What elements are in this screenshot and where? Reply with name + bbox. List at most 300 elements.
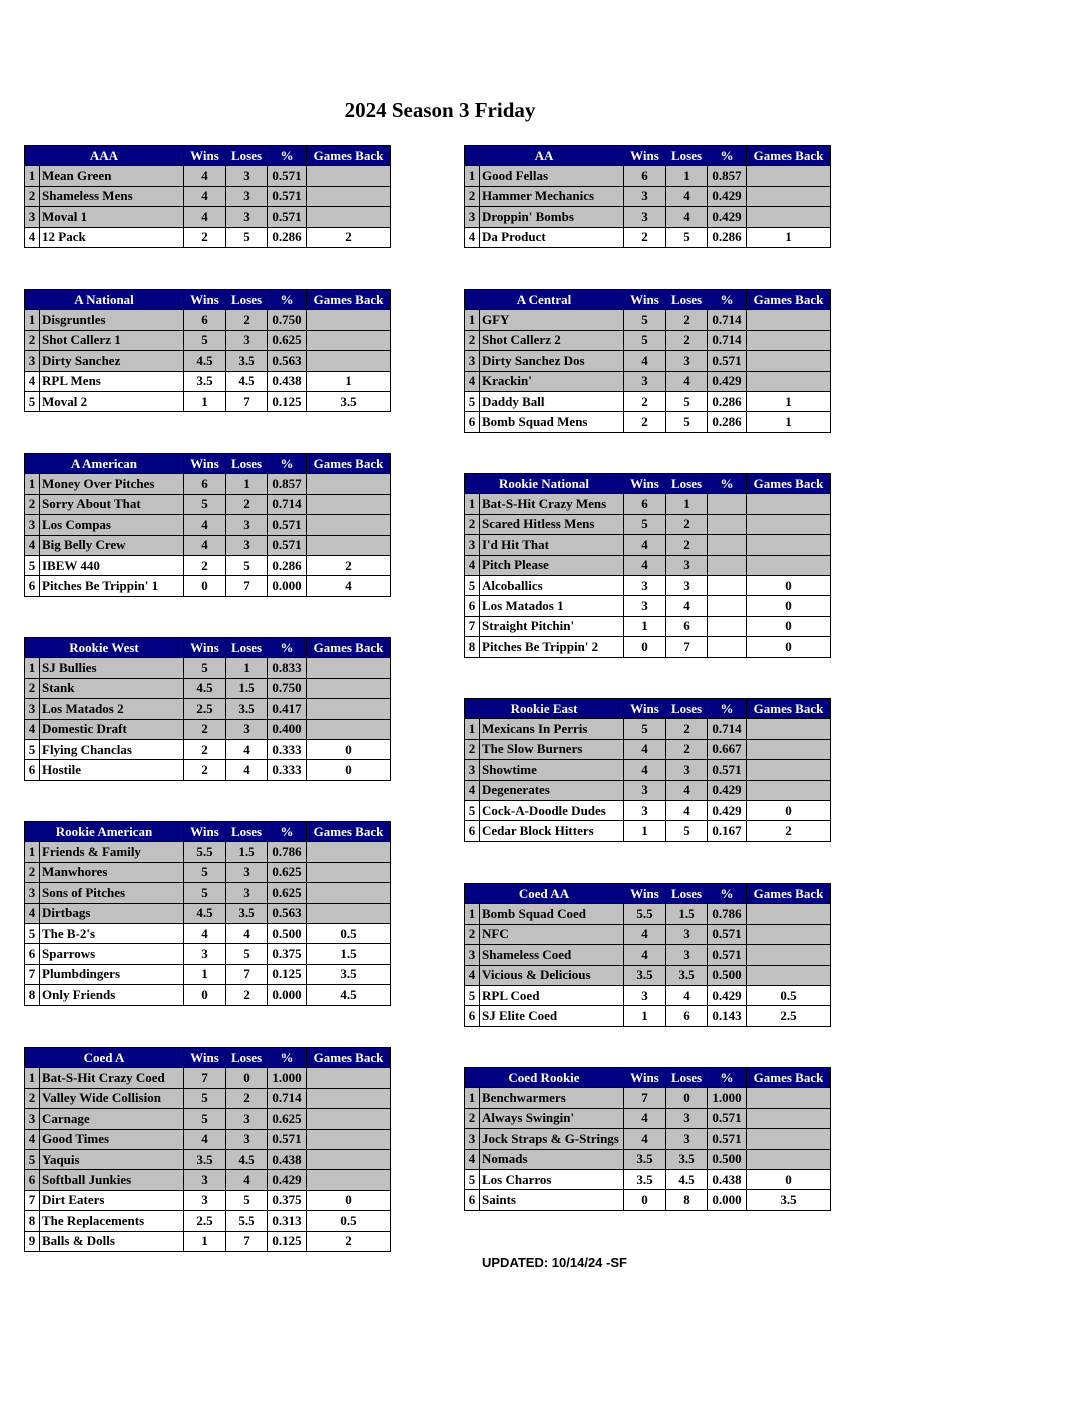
pct-cell: 0.625 <box>268 330 307 350</box>
table-row <box>25 391 391 411</box>
wins-cell: 3.5 <box>624 965 666 985</box>
pct-header: % <box>268 1048 307 1068</box>
standings-table <box>24 145 391 248</box>
rank-cell: 6 <box>25 576 40 596</box>
team-name: SJ Elite Coed <box>480 1006 624 1026</box>
loses-cell: 2 <box>666 330 708 350</box>
rank-cell: 2 <box>465 186 480 206</box>
standings-table <box>24 821 391 1006</box>
pct-cell: 0.857 <box>268 474 307 494</box>
rank-cell: 2 <box>25 678 40 698</box>
wins-cell: 5 <box>184 883 226 903</box>
rank-cell: 1 <box>465 904 480 924</box>
team-name: Domestic Draft <box>40 719 184 739</box>
team-name: Alcoballics <box>480 575 624 595</box>
games-back-cell <box>307 842 391 862</box>
games-back-cell: 0.5 <box>747 985 831 1005</box>
loses-header: Loses <box>226 822 268 842</box>
games-back-header: Games Back <box>747 1068 831 1088</box>
loses-cell: 1.5 <box>226 842 268 862</box>
wins-cell: 4 <box>184 923 226 943</box>
division-name: A American <box>25 454 184 474</box>
loses-cell: 4 <box>226 923 268 943</box>
wins-cell: 5.5 <box>624 904 666 924</box>
rank-cell: 1 <box>25 1068 40 1088</box>
table-row <box>25 1149 391 1169</box>
wins-cell: 2 <box>624 227 666 247</box>
wins-cell: 2 <box>184 719 226 739</box>
games-back-cell <box>747 166 831 186</box>
team-name: Dirt Eaters <box>40 1190 184 1210</box>
wins-cell: 3.5 <box>184 371 226 391</box>
team-name: The Slow Burners <box>480 739 624 759</box>
loses-header: Loses <box>666 474 708 494</box>
games-back-cell <box>747 945 831 965</box>
division-name: Coed A <box>25 1048 184 1068</box>
wins-cell: 7 <box>624 1088 666 1108</box>
wins-cell: 4 <box>184 207 226 227</box>
loses-cell: 7 <box>226 1231 268 1251</box>
games-back-cell: 0 <box>747 1169 831 1189</box>
rank-cell: 2 <box>465 514 480 534</box>
games-back-cell <box>307 678 391 698</box>
team-name: Moval 2 <box>40 391 184 411</box>
pct-header: % <box>708 146 747 166</box>
pct-cell: 0.125 <box>268 964 307 984</box>
rank-cell: 3 <box>465 760 480 780</box>
pct-cell: 0.714 <box>708 719 747 739</box>
table-header-row <box>465 699 831 719</box>
games-back-cell <box>747 186 831 206</box>
table-row <box>465 985 831 1005</box>
rank-cell: 1 <box>465 719 480 739</box>
games-back-cell <box>747 1129 831 1149</box>
table-row <box>465 596 831 616</box>
games-back-header: Games Back <box>747 884 831 904</box>
table-row <box>25 166 391 186</box>
rank-cell: 3 <box>25 515 40 535</box>
loses-cell: 1.5 <box>226 678 268 698</box>
games-back-cell: 3.5 <box>307 964 391 984</box>
table-row <box>465 821 831 841</box>
division-name: A Central <box>465 290 624 310</box>
table-header-row <box>25 146 391 166</box>
loses-cell: 4 <box>226 1170 268 1190</box>
rank-cell: 3 <box>465 945 480 965</box>
pct-cell: 0.786 <box>268 842 307 862</box>
wins-cell: 3 <box>624 596 666 616</box>
team-name: Good Times <box>40 1129 184 1149</box>
pct-cell: 0.714 <box>268 494 307 514</box>
pct-cell: 0.500 <box>708 1149 747 1169</box>
games-back-cell <box>747 494 831 514</box>
division-name: AA <box>465 146 624 166</box>
games-back-cell: 0 <box>307 760 391 780</box>
table-row <box>465 637 831 657</box>
games-back-cell <box>747 904 831 924</box>
wins-cell: 0 <box>184 576 226 596</box>
games-back-cell: 0 <box>307 1190 391 1210</box>
team-name: Cock-A-Doodle Dudes <box>480 800 624 820</box>
table-row <box>465 514 831 534</box>
standings-table <box>464 883 831 1027</box>
wins-cell: 3 <box>624 985 666 1005</box>
table-row <box>465 1006 831 1026</box>
team-name: Mexicans In Perris <box>480 719 624 739</box>
table-row <box>25 923 391 943</box>
team-name: Stank <box>40 678 184 698</box>
team-name: The B-2's <box>40 923 184 943</box>
rank-cell: 2 <box>25 862 40 882</box>
games-back-cell <box>307 474 391 494</box>
standings-table <box>464 698 831 842</box>
games-back-cell <box>747 1149 831 1169</box>
team-name: Good Fellas <box>480 166 624 186</box>
games-back-cell <box>747 514 831 534</box>
loses-cell: 2 <box>666 310 708 330</box>
wins-cell: 4.5 <box>184 903 226 923</box>
games-back-cell <box>307 1068 391 1088</box>
rank-cell: 4 <box>465 227 480 247</box>
wins-cell: 3 <box>624 780 666 800</box>
pct-header: % <box>708 699 747 719</box>
loses-header: Loses <box>226 290 268 310</box>
wins-cell: 4 <box>624 945 666 965</box>
table-row <box>25 699 391 719</box>
team-name: NFC <box>480 924 624 944</box>
table-row <box>25 903 391 923</box>
rank-cell: 5 <box>465 985 480 1005</box>
wins-cell: 3.5 <box>184 1149 226 1169</box>
games-back-cell: 0 <box>747 800 831 820</box>
rank-cell: 3 <box>25 207 40 227</box>
loses-cell: 3 <box>226 330 268 350</box>
pct-cell: 0.571 <box>268 207 307 227</box>
table-row <box>25 719 391 739</box>
loses-header: Loses <box>226 1048 268 1068</box>
games-back-cell: 1 <box>747 412 831 432</box>
pct-cell: 0.000 <box>268 576 307 596</box>
loses-cell: 4.5 <box>226 371 268 391</box>
team-name: Moval 1 <box>40 207 184 227</box>
team-name: Cedar Block Hitters <box>480 821 624 841</box>
wins-cell: 3.5 <box>624 1169 666 1189</box>
wins-cell: 4 <box>184 166 226 186</box>
wins-cell: 5 <box>184 494 226 514</box>
rank-cell: 4 <box>25 535 40 555</box>
rank-cell: 1 <box>25 842 40 862</box>
team-name: Pitches Be Trippin' 1 <box>40 576 184 596</box>
table-row <box>25 1129 391 1149</box>
loses-cell: 3 <box>226 862 268 882</box>
loses-cell: 3 <box>666 575 708 595</box>
wins-cell: 4.5 <box>184 351 226 371</box>
games-back-cell: 2 <box>307 555 391 575</box>
table-row <box>465 616 831 636</box>
pct-header: % <box>708 884 747 904</box>
team-name: Only Friends <box>40 985 184 1005</box>
table-row <box>25 883 391 903</box>
table-row <box>25 1170 391 1190</box>
pct-header: % <box>708 474 747 494</box>
table-header-row <box>465 884 831 904</box>
loses-header: Loses <box>666 884 708 904</box>
rank-cell: 4 <box>25 371 40 391</box>
team-name: Bat-S-Hit Crazy Mens <box>480 494 624 514</box>
table-row <box>25 494 391 514</box>
wins-cell: 2 <box>624 391 666 411</box>
loses-cell: 4 <box>666 800 708 820</box>
loses-cell: 4 <box>666 985 708 1005</box>
games-back-cell: 1 <box>747 227 831 247</box>
team-name: Droppin' Bombs <box>480 207 624 227</box>
pct-cell: 0.857 <box>708 166 747 186</box>
loses-cell: 4 <box>226 760 268 780</box>
loses-cell: 6 <box>666 616 708 636</box>
wins-cell: 2.5 <box>184 1211 226 1231</box>
page-title: 2024 Season 3 Friday <box>344 98 536 122</box>
team-name: Los Matados 2 <box>40 699 184 719</box>
wins-cell: 5 <box>624 719 666 739</box>
wins-header: Wins <box>624 146 666 166</box>
games-back-cell <box>747 330 831 350</box>
pct-cell <box>708 575 747 595</box>
wins-cell: 2 <box>184 227 226 247</box>
team-name: Flying Chanclas <box>40 739 184 759</box>
loses-cell: 0 <box>666 1088 708 1108</box>
table-row <box>465 371 831 391</box>
pct-cell: 0.750 <box>268 678 307 698</box>
games-back-cell <box>747 207 831 227</box>
team-name: Benchwarmers <box>480 1088 624 1108</box>
wins-cell: 3 <box>624 207 666 227</box>
rank-cell: 3 <box>465 1129 480 1149</box>
games-back-cell <box>747 310 831 330</box>
games-back-cell <box>747 1108 831 1128</box>
team-name: Dirtbags <box>40 903 184 923</box>
loses-header: Loses <box>226 146 268 166</box>
table-row <box>465 494 831 514</box>
pct-cell: 0.571 <box>708 924 747 944</box>
pct-header: % <box>268 638 307 658</box>
table-row <box>465 207 831 227</box>
table-row <box>25 207 391 227</box>
rank-cell: 6 <box>25 944 40 964</box>
pct-cell <box>708 555 747 575</box>
pct-header: % <box>708 1068 747 1088</box>
wins-header: Wins <box>184 638 226 658</box>
wins-header: Wins <box>184 290 226 310</box>
games-back-header: Games Back <box>307 454 391 474</box>
pct-cell: 0.714 <box>708 330 747 350</box>
team-name: Showtime <box>480 760 624 780</box>
wins-cell: 2.5 <box>184 699 226 719</box>
table-row <box>465 1190 831 1210</box>
team-name: Saints <box>480 1190 624 1210</box>
pct-cell: 1.000 <box>268 1068 307 1088</box>
rank-cell: 4 <box>25 227 40 247</box>
table-row <box>465 166 831 186</box>
rank-cell: 5 <box>25 1149 40 1169</box>
table-row <box>25 474 391 494</box>
pct-cell: 0.571 <box>708 351 747 371</box>
table-header-row <box>465 1068 831 1088</box>
rank-cell: 1 <box>25 474 40 494</box>
loses-cell: 2 <box>666 739 708 759</box>
games-back-header: Games Back <box>307 1048 391 1068</box>
loses-cell: 2 <box>226 1088 268 1108</box>
pct-cell: 0.333 <box>268 760 307 780</box>
loses-cell: 2 <box>666 535 708 555</box>
loses-cell: 7 <box>226 391 268 411</box>
rank-cell: 5 <box>465 391 480 411</box>
loses-cell: 6 <box>666 1006 708 1026</box>
pct-cell: 0.286 <box>708 391 747 411</box>
table-row <box>25 1088 391 1108</box>
loses-cell: 2 <box>226 310 268 330</box>
table-row <box>465 800 831 820</box>
pct-cell: 0.563 <box>268 351 307 371</box>
games-back-cell: 2.5 <box>747 1006 831 1026</box>
standings-table <box>24 289 391 412</box>
wins-cell: 5.5 <box>184 842 226 862</box>
rank-cell: 5 <box>465 1169 480 1189</box>
games-back-cell <box>307 903 391 923</box>
rank-cell: 5 <box>25 555 40 575</box>
pct-cell: 0.125 <box>268 391 307 411</box>
pct-cell: 0.286 <box>268 555 307 575</box>
pct-cell: 1.000 <box>708 1088 747 1108</box>
games-back-cell <box>747 371 831 391</box>
wins-cell: 1 <box>184 391 226 411</box>
games-back-cell <box>307 310 391 330</box>
rank-cell: 3 <box>25 1109 40 1129</box>
pct-cell: 0.500 <box>708 965 747 985</box>
rank-cell: 2 <box>25 494 40 514</box>
team-name: Shot Callerz 1 <box>40 330 184 350</box>
wins-cell: 4 <box>184 186 226 206</box>
table-row <box>465 412 831 432</box>
table-header-row <box>25 454 391 474</box>
table-row <box>465 719 831 739</box>
games-back-cell <box>307 1088 391 1108</box>
games-back-cell <box>307 351 391 371</box>
rank-cell: 2 <box>25 1088 40 1108</box>
rank-cell: 8 <box>465 637 480 657</box>
rank-cell: 7 <box>465 616 480 636</box>
games-back-cell <box>307 658 391 678</box>
table-row <box>465 1088 831 1108</box>
rank-cell: 6 <box>465 1006 480 1026</box>
games-back-cell <box>747 1088 831 1108</box>
rank-cell: 3 <box>25 883 40 903</box>
wins-cell: 6 <box>184 474 226 494</box>
loses-cell: 3 <box>666 351 708 371</box>
table-row <box>465 227 831 247</box>
table-row <box>25 371 391 391</box>
team-name: Los Charros <box>480 1169 624 1189</box>
table-row <box>25 985 391 1005</box>
games-back-header: Games Back <box>307 638 391 658</box>
games-back-cell <box>307 207 391 227</box>
table-row <box>465 760 831 780</box>
pct-cell: 0.429 <box>708 207 747 227</box>
loses-cell: 5 <box>226 227 268 247</box>
team-name: Daddy Ball <box>480 391 624 411</box>
loses-cell: 3.5 <box>666 965 708 985</box>
games-back-cell <box>307 535 391 555</box>
games-back-cell <box>747 719 831 739</box>
games-back-cell: 2 <box>307 1231 391 1251</box>
pct-cell: 0.571 <box>268 515 307 535</box>
games-back-cell <box>307 699 391 719</box>
table-row <box>25 658 391 678</box>
games-back-cell: 1 <box>307 371 391 391</box>
wins-cell: 4 <box>624 760 666 780</box>
table-row <box>25 535 391 555</box>
division-name: AAA <box>25 146 184 166</box>
pct-cell: 0.500 <box>268 923 307 943</box>
rank-cell: 2 <box>25 186 40 206</box>
rank-cell: 5 <box>465 800 480 820</box>
games-back-cell: 2 <box>747 821 831 841</box>
games-back-cell: 2 <box>307 227 391 247</box>
pct-header: % <box>268 290 307 310</box>
games-back-cell <box>307 1109 391 1129</box>
games-back-cell <box>307 166 391 186</box>
loses-cell: 5 <box>666 821 708 841</box>
table-row <box>25 739 391 759</box>
table-row <box>465 780 831 800</box>
team-name: Degenerates <box>480 780 624 800</box>
pct-cell <box>708 637 747 657</box>
pct-cell: 0.571 <box>708 945 747 965</box>
team-name: Yaquis <box>40 1149 184 1169</box>
rank-cell: 6 <box>465 1190 480 1210</box>
wins-cell: 0 <box>624 637 666 657</box>
table-header-row <box>25 290 391 310</box>
wins-header: Wins <box>624 699 666 719</box>
team-name: I'd Hit That <box>480 535 624 555</box>
loses-cell: 3 <box>226 186 268 206</box>
table-row <box>25 1190 391 1210</box>
loses-header: Loses <box>226 638 268 658</box>
loses-cell: 4 <box>666 596 708 616</box>
loses-cell: 2 <box>226 494 268 514</box>
rank-cell: 5 <box>465 575 480 595</box>
loses-cell: 4 <box>666 780 708 800</box>
wins-cell: 3.5 <box>624 1149 666 1169</box>
games-back-cell <box>307 883 391 903</box>
rank-cell: 6 <box>25 1170 40 1190</box>
wins-cell: 3 <box>624 186 666 206</box>
table-row <box>25 1109 391 1129</box>
wins-cell: 2 <box>624 412 666 432</box>
division-name: Rookie American <box>25 822 184 842</box>
pct-cell: 0.438 <box>708 1169 747 1189</box>
team-name: Money Over Pitches <box>40 474 184 494</box>
rank-cell: 4 <box>465 1149 480 1169</box>
wins-cell: 4 <box>184 515 226 535</box>
table-row <box>25 351 391 371</box>
loses-cell: 3.5 <box>666 1149 708 1169</box>
team-name: Hostile <box>40 760 184 780</box>
pct-cell <box>708 514 747 534</box>
team-name: Dirty Sanchez <box>40 351 184 371</box>
games-back-cell <box>747 924 831 944</box>
table-row <box>465 535 831 555</box>
games-back-cell: 0.5 <box>307 923 391 943</box>
